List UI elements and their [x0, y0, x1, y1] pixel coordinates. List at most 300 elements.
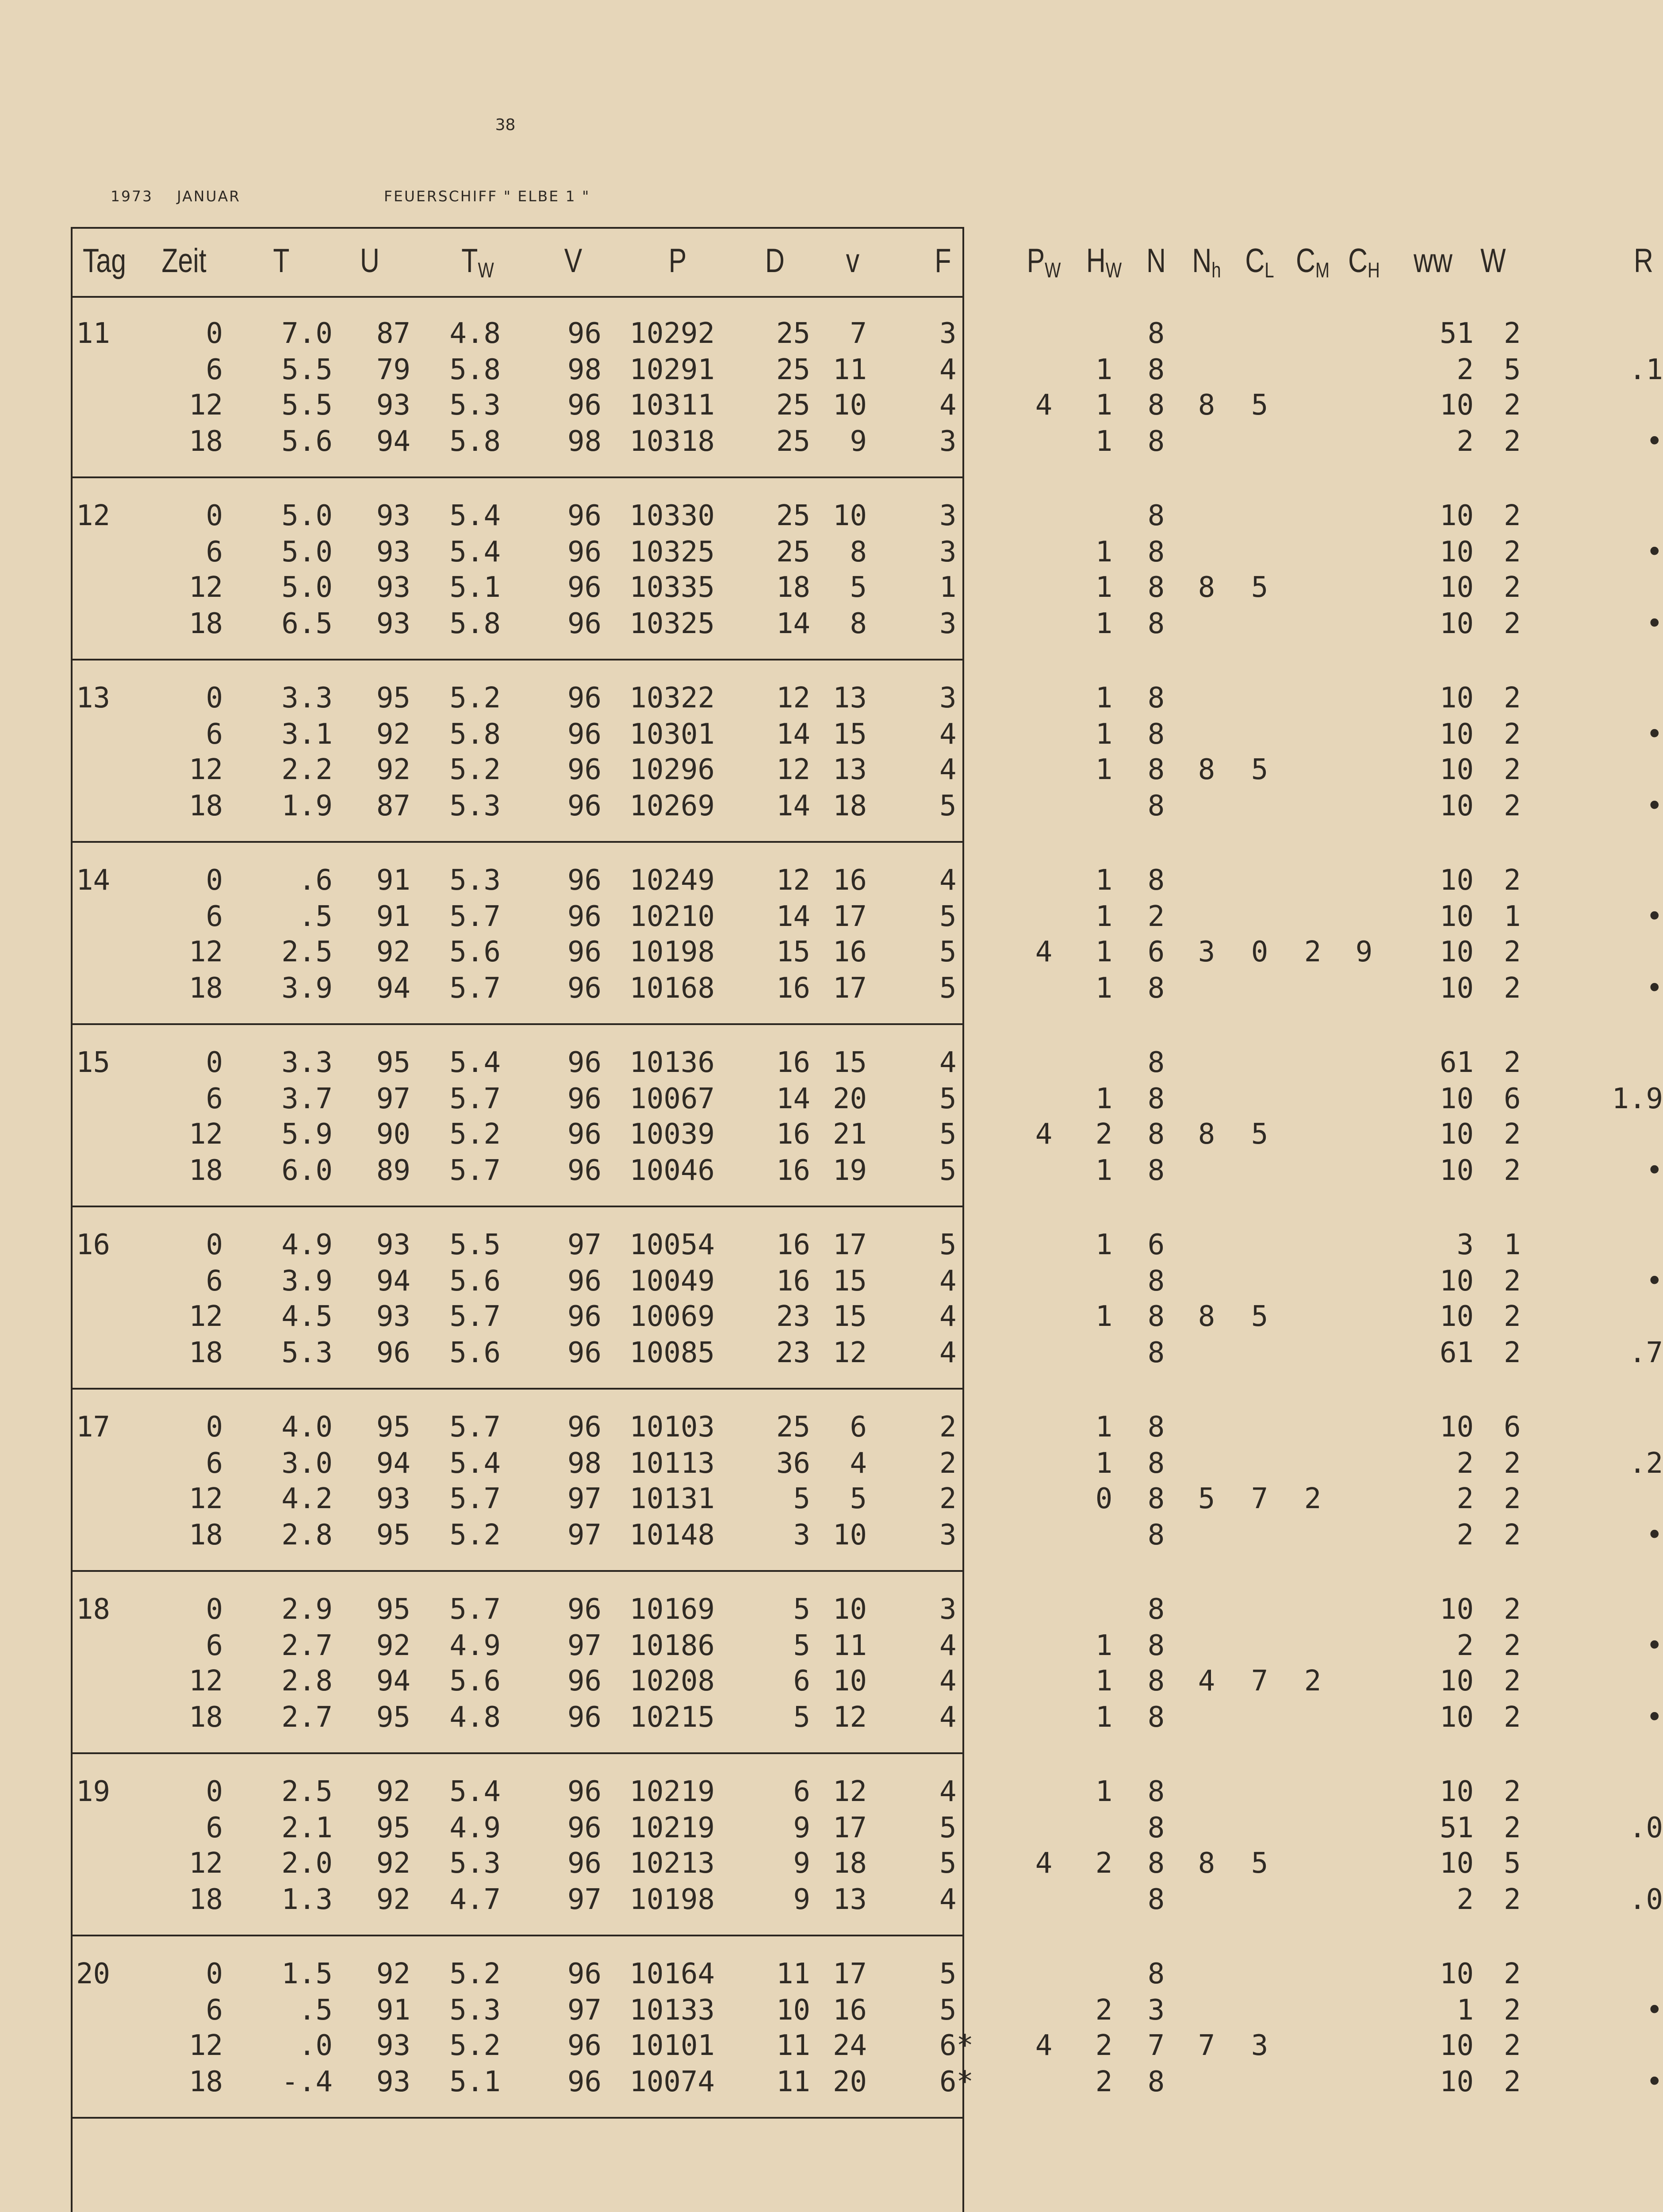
cell-n: 8 [1147, 570, 1165, 604]
cell-d: 25 [776, 424, 810, 457]
cell-zeit: 12 [188, 1117, 223, 1151]
cell-t: .0 [298, 2028, 333, 2062]
cell-ww: 61 [1439, 1045, 1474, 1079]
cell-ww: 2 [1456, 424, 1474, 457]
cell-tw: 5.4 [449, 1045, 501, 1079]
col-nh-sub: h [1211, 259, 1221, 283]
cell-tw: 5.7 [449, 1592, 501, 1626]
col-cl-sub: L [1264, 259, 1274, 283]
cell-t: 5.0 [281, 499, 333, 532]
cell-f: 4 [939, 1882, 957, 1916]
cell-p: 10325 [629, 534, 715, 568]
cell-hw: 1 [1095, 1410, 1113, 1444]
cell-v-upper: 96 [567, 1957, 602, 1990]
cell-p: 10136 [629, 1045, 715, 1079]
cell-nh: 4 [1198, 1664, 1215, 1697]
cell-zeit: 0 [206, 1228, 223, 1261]
cell-v-lower: 15 [832, 1299, 867, 1333]
cell-t: .6 [298, 863, 333, 897]
cell-w: 2 [1504, 1957, 1521, 1990]
cell-w: 2 [1504, 1335, 1521, 1369]
cell-zeit: 6 [206, 1446, 223, 1479]
cell-ww: 2 [1456, 1628, 1474, 1662]
cell-ww: 10 [1439, 499, 1474, 532]
cell-d: 5 [793, 1628, 810, 1662]
cell-u: 94 [376, 1263, 410, 1297]
cell-t: 5.0 [281, 534, 333, 568]
cell-u: 94 [376, 971, 410, 1004]
cell-n: 8 [1147, 1335, 1165, 1369]
cell-u: 79 [376, 352, 410, 386]
cell-n: 8 [1147, 863, 1165, 897]
col-pw-sub: W [1045, 259, 1061, 283]
col-u-label: U [360, 243, 379, 280]
cell-t: 2.7 [281, 1700, 333, 1733]
cell-zeit: 0 [206, 1957, 223, 1990]
cell-hw: 1 [1095, 424, 1113, 457]
cell-ww: 10 [1439, 1957, 1474, 1990]
cell-ww: 2 [1456, 1882, 1474, 1916]
cell-t: 4.0 [281, 1410, 333, 1444]
cell-f: 4 [939, 717, 957, 750]
cell-p: 10101 [629, 2028, 715, 2062]
page-number: 38 [495, 116, 516, 134]
cell-d: 9 [793, 1846, 810, 1880]
cell-tw: 5.8 [449, 717, 501, 750]
cell-ww: 1 [1456, 1993, 1474, 2026]
day-separator [71, 1388, 964, 1390]
cell-f: 3 [939, 499, 957, 532]
cell-hw: 2 [1095, 1846, 1113, 1880]
cell-t: 2.5 [281, 1774, 333, 1808]
cell-f: 5 [939, 1153, 957, 1187]
cell-n: 8 [1147, 1628, 1165, 1662]
cell-w: 2 [1504, 606, 1521, 640]
cell-f: 5 [939, 788, 957, 822]
cell-f: 4 [939, 388, 957, 422]
cell-f: 5 [939, 1810, 957, 1844]
col-f-label: F [935, 243, 951, 280]
cell-ww: 61 [1439, 1335, 1474, 1369]
cell-ch: 9 [1355, 935, 1373, 968]
cell-d: 25 [776, 316, 810, 350]
cell-ww: 10 [1439, 1263, 1474, 1297]
col-pw-label: P [1027, 243, 1045, 280]
col-ch [1348, 227, 1380, 296]
cell-u: 94 [376, 1664, 410, 1697]
cell-u: 93 [376, 499, 410, 532]
cell-r: .2 [1629, 1446, 1663, 1479]
cell-tw: 5.8 [449, 352, 501, 386]
cell-zeit: 0 [206, 1592, 223, 1626]
cell-v-lower: 17 [832, 1957, 867, 1990]
cell-v-lower: 15 [832, 1045, 867, 1079]
cell-n: 8 [1147, 1774, 1165, 1808]
cell-d: 18 [776, 570, 810, 604]
cell-u: 89 [376, 1153, 410, 1187]
cell-zeit: 12 [188, 1299, 223, 1333]
cell-r: • [1646, 971, 1663, 1004]
cell-d: 14 [776, 899, 810, 933]
cell-zeit: 12 [188, 1664, 223, 1697]
cell-ww: 10 [1439, 534, 1474, 568]
cell-hw: 2 [1095, 2064, 1113, 2098]
cell-w: 2 [1504, 1482, 1521, 1515]
cell-t: 5.5 [281, 352, 333, 386]
col-cm-label: C [1296, 243, 1315, 280]
cell-hw: 1 [1095, 971, 1113, 1004]
cell-hw: 1 [1095, 863, 1113, 897]
cell-w: 2 [1504, 717, 1521, 750]
col-nh-label: N [1192, 243, 1212, 280]
col-d [765, 227, 785, 296]
cell-t: 4.9 [281, 1228, 333, 1261]
cell-u: 95 [376, 681, 410, 714]
cell-f: 5 [939, 899, 957, 933]
cell-r: • [1646, 899, 1663, 933]
cell-nh: 8 [1198, 753, 1215, 786]
cell-hw: 2 [1095, 1117, 1113, 1151]
cell-tw: 5.2 [449, 1117, 501, 1151]
cell-v-upper: 96 [567, 971, 602, 1004]
cell-n: 7 [1147, 2028, 1165, 2062]
cell-p: 10325 [629, 606, 715, 640]
cell-w: 2 [1504, 1700, 1521, 1733]
day-tag: 15 [76, 1045, 111, 1079]
cell-r: • [1646, 424, 1663, 457]
cell-ww: 10 [1439, 1664, 1474, 1697]
cell-ww: 51 [1439, 316, 1474, 350]
cell-t: 1.9 [281, 788, 333, 822]
cell-cl: 5 [1251, 570, 1268, 604]
cell-p: 10039 [629, 1117, 715, 1151]
cell-p: 10291 [629, 352, 715, 386]
cell-t: 2.0 [281, 1846, 333, 1880]
day-tag: 16 [76, 1228, 111, 1261]
col-tw-label: T [461, 243, 478, 280]
header-year: 1973 [111, 188, 153, 205]
cell-zeit: 18 [188, 1882, 223, 1916]
cell-f: 5 [939, 1846, 957, 1880]
cell-v-upper: 96 [567, 606, 602, 640]
cell-ww: 10 [1439, 1592, 1474, 1626]
cell-n: 8 [1147, 788, 1165, 822]
col-t-label: T [273, 243, 290, 280]
cell-cl: 5 [1251, 1117, 1268, 1151]
cell-d: 25 [776, 388, 810, 422]
cell-nh: 5 [1198, 1482, 1215, 1515]
cell-pw: 4 [1035, 388, 1053, 422]
cell-v-upper: 97 [567, 1882, 602, 1916]
cell-u: 95 [376, 1810, 410, 1844]
cell-d: 14 [776, 717, 810, 750]
cell-v-upper: 96 [567, 499, 602, 532]
day-separator [71, 2117, 964, 2119]
cell-t: 2.9 [281, 1592, 333, 1626]
cell-v-upper: 96 [567, 1153, 602, 1187]
cell-zeit: 6 [206, 1081, 223, 1115]
cell-d: 15 [776, 935, 810, 968]
cell-w: 2 [1504, 570, 1521, 604]
cell-v-upper: 96 [567, 388, 602, 422]
cell-f: 5 [939, 971, 957, 1004]
cell-tw: 5.3 [449, 1993, 501, 2026]
cell-cl: 3 [1251, 2028, 1268, 2062]
cell-t: 2.2 [281, 753, 333, 786]
cell-w: 2 [1504, 424, 1521, 457]
cell-pw: 4 [1035, 935, 1053, 968]
cell-t: 1.3 [281, 1882, 333, 1916]
cell-tw: 5.3 [449, 788, 501, 822]
cell-n: 8 [1147, 1882, 1165, 1916]
cell-n: 2 [1147, 899, 1165, 933]
cell-tw: 5.4 [449, 534, 501, 568]
cell-ww: 2 [1456, 1446, 1474, 1479]
cell-w: 2 [1504, 2064, 1521, 2098]
cell-zeit: 12 [188, 1846, 223, 1880]
cell-d: 36 [776, 1446, 810, 1479]
cell-u: 97 [376, 1081, 410, 1115]
cell-p: 10169 [629, 1592, 715, 1626]
cell-v-lower: 16 [832, 935, 867, 968]
cell-hw: 1 [1095, 388, 1113, 422]
cell-v-lower: 17 [832, 971, 867, 1004]
cell-v-lower: 15 [832, 1263, 867, 1297]
cell-zeit: 18 [188, 424, 223, 457]
cell-t: 3.0 [281, 1446, 333, 1479]
cell-w: 2 [1504, 1882, 1521, 1916]
cell-v-lower: 12 [832, 1774, 867, 1808]
cell-u: 92 [376, 1882, 410, 1916]
cell-zeit: 12 [188, 2028, 223, 2062]
day-separator [71, 1935, 964, 1936]
cell-nh: 8 [1198, 1846, 1215, 1880]
cell-ww: 10 [1439, 388, 1474, 422]
day-separator [71, 1206, 964, 1207]
cell-v-lower: 10 [832, 1664, 867, 1697]
cell-r: 1.9 [1612, 1081, 1663, 1115]
cell-v-upper: 96 [567, 1299, 602, 1333]
cell-hw: 1 [1095, 681, 1113, 714]
cell-t: 2.1 [281, 1810, 333, 1844]
cell-d: 12 [776, 681, 810, 714]
cell-tw: 4.8 [449, 316, 501, 350]
cell-ww: 10 [1439, 1774, 1474, 1808]
cell-n: 8 [1147, 1045, 1165, 1079]
cell-p: 10049 [629, 1263, 715, 1297]
cell-ww: 2 [1456, 1517, 1474, 1551]
col-v-lower-label: v [846, 243, 860, 280]
cell-p: 10168 [629, 971, 715, 1004]
cell-tw: 5.8 [449, 606, 501, 640]
cell-hw: 1 [1095, 1628, 1113, 1662]
cell-p: 10103 [629, 1410, 715, 1444]
cell-zeit: 18 [188, 971, 223, 1004]
cell-n: 8 [1147, 1299, 1165, 1333]
cell-u: 95 [376, 1592, 410, 1626]
cell-ww: 10 [1439, 717, 1474, 750]
cell-p: 10210 [629, 899, 715, 933]
cell-r: .0 [1629, 1810, 1663, 1844]
cell-v-lower: 21 [832, 1117, 867, 1151]
cell-d: 25 [776, 534, 810, 568]
cell-f: 4 [939, 1263, 957, 1297]
cell-zeit: 0 [206, 499, 223, 532]
cell-t: 1.5 [281, 1957, 333, 1990]
cell-zeit: 18 [188, 2064, 223, 2098]
cell-p: 10219 [629, 1810, 715, 1844]
cell-w: 2 [1504, 1810, 1521, 1844]
cell-tw: 5.3 [449, 388, 501, 422]
cell-n: 8 [1147, 1446, 1165, 1479]
cell-v-upper: 96 [567, 1592, 602, 1626]
cell-f: 4 [939, 1700, 957, 1733]
cell-zeit: 18 [188, 1335, 223, 1369]
cell-tw: 5.8 [449, 424, 501, 457]
cell-cl: 5 [1251, 388, 1268, 422]
cell-d: 23 [776, 1299, 810, 1333]
cell-w: 2 [1504, 1628, 1521, 1662]
day-tag: 19 [76, 1774, 111, 1808]
cell-p: 10046 [629, 1153, 715, 1187]
cell-d: 11 [776, 1957, 810, 1990]
cell-zeit: 6 [206, 1263, 223, 1297]
cell-ww: 10 [1439, 681, 1474, 714]
day-tag: 11 [76, 316, 111, 350]
cell-zeit: 6 [206, 1810, 223, 1844]
cell-ww: 10 [1439, 935, 1474, 968]
cell-d: 16 [776, 1045, 810, 1079]
cell-t: 5.5 [281, 388, 333, 422]
cell-f: 6* [939, 2028, 974, 2062]
cell-v-upper: 96 [567, 935, 602, 968]
cell-t: 3.9 [281, 1263, 333, 1297]
cell-u: 91 [376, 1993, 410, 2026]
cell-hw: 1 [1095, 534, 1113, 568]
cell-zeit: 6 [206, 899, 223, 933]
cell-tw: 5.7 [449, 899, 501, 933]
cell-v-upper: 96 [567, 1846, 602, 1880]
day-separator [71, 1752, 964, 1754]
cell-r: • [1646, 1993, 1663, 2026]
cell-v-upper: 96 [567, 2064, 602, 2098]
cell-t: 2.8 [281, 1517, 333, 1551]
cell-cl: 0 [1251, 935, 1268, 968]
cell-v-upper: 96 [567, 1810, 602, 1844]
cell-d: 25 [776, 1410, 810, 1444]
cell-p: 10133 [629, 1993, 715, 2026]
col-r-label: R [1634, 243, 1653, 280]
cell-v-lower: 5 [850, 570, 867, 604]
cell-v-lower: 18 [832, 788, 867, 822]
cell-v-lower: 11 [832, 352, 867, 386]
cell-nh: 8 [1198, 1117, 1215, 1151]
cell-r: • [1646, 1517, 1663, 1551]
cell-d: 16 [776, 1153, 810, 1187]
cell-d: 5 [793, 1592, 810, 1626]
cell-tw: 5.6 [449, 1335, 501, 1369]
cell-v-upper: 97 [567, 1628, 602, 1662]
cell-n: 3 [1147, 1993, 1165, 2026]
cell-w: 5 [1504, 352, 1521, 386]
cell-f: 4 [939, 863, 957, 897]
cell-u: 92 [376, 717, 410, 750]
cell-tw: 5.3 [449, 863, 501, 897]
cell-p: 10301 [629, 717, 715, 750]
cell-d: 9 [793, 1810, 810, 1844]
cell-t: 2.5 [281, 935, 333, 968]
cell-hw: 1 [1095, 935, 1113, 968]
cell-v-lower: 16 [832, 863, 867, 897]
cell-v-lower: 20 [832, 1081, 867, 1115]
cell-p: 10335 [629, 570, 715, 604]
cell-v-upper: 98 [567, 1446, 602, 1479]
cell-w: 6 [1504, 1081, 1521, 1115]
cell-n: 8 [1147, 1410, 1165, 1444]
cell-p: 10113 [629, 1446, 715, 1479]
col-v-upper [564, 227, 582, 296]
cell-zeit: 18 [188, 788, 223, 822]
cell-t: 3.7 [281, 1081, 333, 1115]
cell-v-upper: 96 [567, 1081, 602, 1115]
cell-v-lower: 9 [850, 424, 867, 457]
cell-p: 10318 [629, 424, 715, 457]
cell-ww: 10 [1439, 1299, 1474, 1333]
cell-u: 87 [376, 316, 410, 350]
cell-cm: 2 [1304, 935, 1322, 968]
cell-u: 94 [376, 1446, 410, 1479]
cell-zeit: 6 [206, 717, 223, 750]
cell-d: 14 [776, 788, 810, 822]
cell-hw: 1 [1095, 1774, 1113, 1808]
cell-cm: 2 [1304, 1664, 1322, 1697]
cell-f: 6* [939, 2064, 974, 2098]
cell-t: 5.3 [281, 1335, 333, 1369]
col-n [1146, 227, 1166, 296]
cell-r: • [1646, 2064, 1663, 2098]
cell-f: 4 [939, 1664, 957, 1697]
cell-tw: 5.1 [449, 570, 501, 604]
cell-r: • [1646, 1700, 1663, 1733]
cell-t: 3.3 [281, 1045, 333, 1079]
cell-ww: 10 [1439, 1700, 1474, 1733]
cell-t: 4.5 [281, 1299, 333, 1333]
cell-tw: 5.3 [449, 1846, 501, 1880]
cell-w: 2 [1504, 788, 1521, 822]
cell-t: 4.2 [281, 1482, 333, 1515]
col-r [1634, 227, 1653, 296]
cell-v-upper: 97 [567, 1482, 602, 1515]
cell-ww: 10 [1439, 899, 1474, 933]
col-t [273, 227, 289, 296]
cell-zeit: 12 [188, 935, 223, 968]
cell-f: 3 [939, 606, 957, 640]
cell-v-upper: 96 [567, 899, 602, 933]
cell-cl: 5 [1251, 1299, 1268, 1333]
cell-u: 93 [376, 1482, 410, 1515]
cell-d: 10 [776, 1993, 810, 2026]
cell-u: 92 [376, 935, 410, 968]
day-tag: 14 [76, 863, 111, 897]
cell-tw: 4.9 [449, 1810, 501, 1844]
cell-d: 5 [793, 1700, 810, 1733]
cell-hw: 2 [1095, 2028, 1113, 2062]
cell-n: 8 [1147, 1517, 1165, 1551]
cell-u: 92 [376, 753, 410, 786]
cell-tw: 5.7 [449, 1081, 501, 1115]
cell-p: 10249 [629, 863, 715, 897]
cell-hw: 1 [1095, 570, 1113, 604]
